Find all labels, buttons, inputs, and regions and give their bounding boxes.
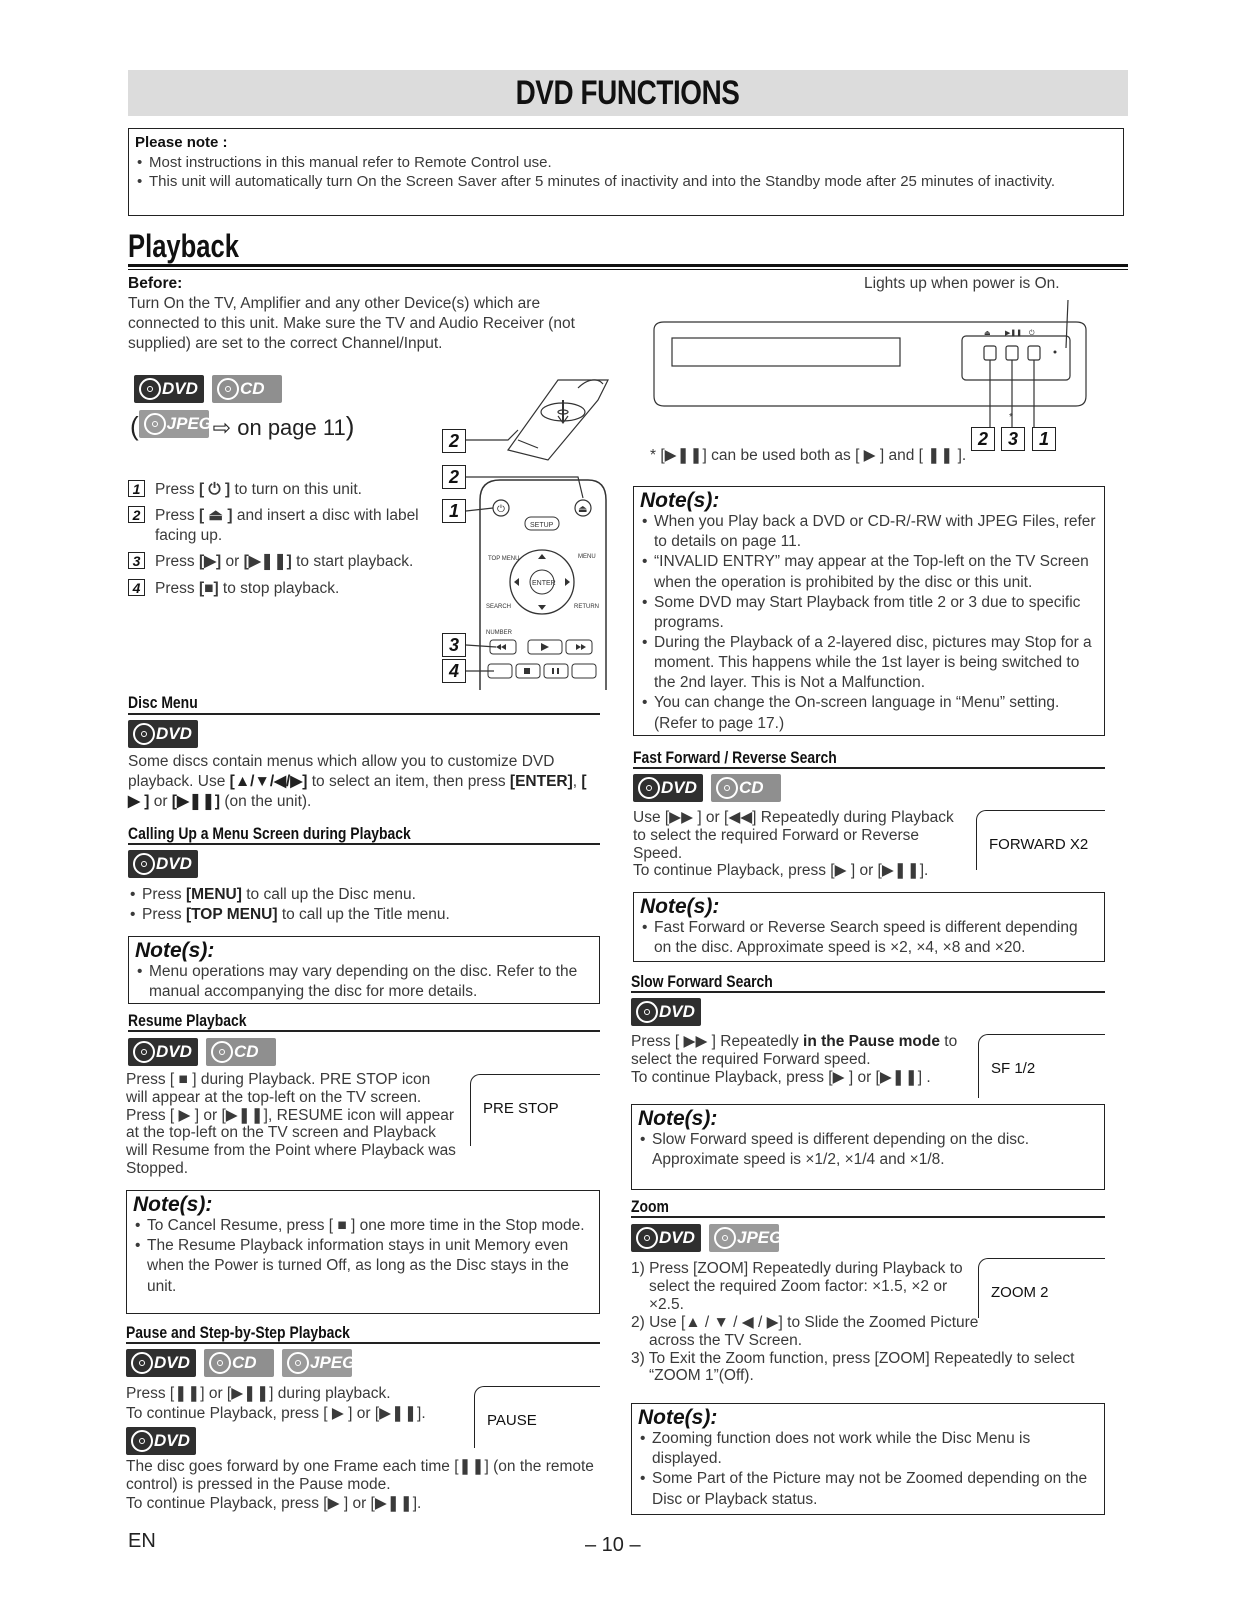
jpeg-badge: JPEG [282,1349,352,1377]
forward-osd [976,810,1105,870]
number-label: NUMBER [486,630,513,636]
disc-icon [638,777,660,799]
disc-icon [131,1352,153,1374]
resume-text: Press [ ■ ] during Playback. PRE STOP icon will appear at the top-left on the TV screen. Press [ ▶ ] or [▶❚❚], RESUME icon will appear at the top-left on the TV screen and Playback will Resume from the Point where Playback was Stopped. [126,1071,456,1178]
svg-text:⏏: ⏏ [578,504,588,515]
dvd-badge: DVD [631,1224,701,1252]
dvd-badge: DVD [631,998,701,1026]
enter-label: ENTER [532,580,556,587]
note-item: • “INVALID ENTRY” may appear at the Top-left on the TV Screen when the operation is prohibited by the disc or this unit. [640,552,1096,592]
svg-text:▶❚❚: ▶❚❚ [1005,329,1023,337]
svg-text:⏻: ⏻ [1029,329,1035,337]
note-item: • Slow Forward speed is different depending on the disc. Approximate speed is ×1/2, ×1/4 and ×1/8. [638,1130,1096,1170]
slow-heading: Slow Forward Search [631,972,773,991]
pause-heading: Pause and Step-by-Step Playback [126,1323,350,1342]
menu-label: MENU [578,554,596,560]
arrow-icon: ⇨ [212,415,232,440]
dvd-badge: DVD [128,850,198,878]
cd-badge: CD [204,1349,274,1377]
before-text: Turn On the TV, Amplifier and any other Device(s) which are connected to this unit. Make sure the TV and Audio Receiver (not supplied) are set to the correct Channel/Input. [128,295,575,353]
play-pause-footnote: * [▶❚❚] can be used both as [ ▶ ] and [ ❚❚ ]. [650,447,967,464]
page-title: DVD FUNCTIONS [516,74,740,112]
calling-menu-badges [128,850,206,878]
playback-heading: Playback [128,228,240,264]
dvd-badge: DVD [128,1038,198,1066]
step-badges [126,1427,204,1455]
jpeg-ref-text: on page 11 [237,415,346,440]
disc-menu-badges [128,720,206,748]
section-rule [633,767,1105,769]
front-callout-1: 1 [1032,427,1056,451]
note-item: • Fast Forward or Reverse Search speed is different depending on the disc. Approximate speed is ×2, ×4, ×8 and ×20. [640,918,1096,958]
disc-icon [133,723,155,745]
callout-2: 2 [442,465,466,489]
osd-label: PAUSE [487,1412,537,1429]
zoom-steps-more [631,1314,1091,1385]
disc-icon [217,378,239,400]
disc-icon [636,1227,658,1249]
step-2: 2 Press [ ⏏ ] and insert a disc with label facing up. [128,506,448,546]
list-item: • Press [MENU] to call up the Disc menu. [128,885,598,905]
jpeg-badge: JPEG [139,410,209,438]
asterisk-mark: * [1009,412,1013,423]
callout-4: 4 [442,659,466,683]
section-rule [128,843,600,845]
front-callout-3: 3 [1001,427,1025,451]
return-label: RETURN [574,604,599,610]
top-menu-label: TOP MENU [488,556,520,562]
svg-text:⏏: ⏏ [984,329,991,337]
step-1: 1 Press [ ⏻ ] to turn on this unit. [128,480,448,500]
ff-notes-box [633,892,1105,962]
before-block [128,274,588,355]
front-callout-2: 2 [971,427,995,451]
calling-menu-heading: Calling Up a Menu Screen during Playback [128,824,411,843]
please-note-box [128,128,1124,216]
heading-rule-thin [128,269,1128,270]
disc-icon [133,1041,155,1063]
note-item: • Zooming function does not work while the Disc Menu is displayed. [638,1429,1096,1469]
jpeg-reference: ( JPEG ⇨ on page 11) [130,411,355,441]
disc-icon [211,1041,233,1063]
zoom-step: 2) Use [▲ / ▼ / ◀ / ▶] to Slide the Zoomed Picture across the TV Screen. [631,1314,979,1349]
cd-badge: CD [206,1038,276,1066]
disc-icon [714,1227,736,1249]
note-item: • During the Playback of a 2-layered disc, pictures may Stop for a moment. This happens while the 1st layer is being switched to the 2nd layer. This is Not a Malfunction. [640,633,1096,693]
disc-menu-heading: Disc Menu [128,693,198,712]
ff-text: Use [▶▶ ] or [◀◀] Repeatedly during Playback to select the required Forward or Reverse Speed. To continue Playback, press [▶ ] or [▶❚❚]. [633,809,954,880]
zoom-notes-box [631,1403,1105,1515]
jpeg-badge: JPEG [709,1224,779,1252]
note-item: • When you Play back a DVD or CD-R/-RW with JPEG Files, refer to details on page 11. [640,512,1096,552]
pause-osd [474,1386,600,1448]
playback-steps [128,480,448,599]
pause-badges [126,1349,360,1377]
list-item: • Press [TOP MENU] to call up the Title menu. [128,905,598,925]
callout-1: 1 [442,499,466,523]
disc-icon [131,1430,153,1452]
setup-label: SETUP [530,522,554,529]
cd-badge: CD [711,774,781,802]
notes-title: Note(s): [640,489,720,512]
slow-badges [631,998,709,1026]
ff-badges [633,774,789,802]
section-rule [631,991,1105,993]
callout-leaders [466,430,583,671]
please-note-heading: Please note : [135,134,228,151]
heading-rule [128,264,1128,267]
zoom-step: 3) To Exit the Zoom function, press [ZOOM] Repeatedly to select “ZOOM 1”(Off). [631,1349,1075,1385]
svg-text:⏻: ⏻ [497,504,505,515]
dvd-badge: DVD [128,720,198,748]
section-rule [128,1030,600,1032]
disc-icon [139,378,161,400]
playback-badges [134,375,290,403]
notes-title: Note(s): [133,1193,213,1216]
disc-menu-text: Some discs contain menus which allow you to customize DVD playback. Use [▲/▼/◀/▶] to select an item, then press [ENTER], [ ▶ ] or [▶❚❚] (on the unit). [128,753,587,811]
pre-stop-osd [470,1074,600,1146]
dvd-badge: DVD [633,774,703,802]
zoom-heading: Zoom [631,1197,669,1216]
resume-badges [128,1038,284,1066]
disc-icon [716,777,738,799]
osd-label: SF 1/2 [991,1060,1036,1077]
resume-heading: Resume Playback [128,1011,247,1030]
disc-tray-illustration [508,380,608,460]
note-item: • Some Part of the Picture may not be Zoomed depending on the Disc or Playback status. [638,1469,1096,1509]
footer-language: EN [128,1530,156,1552]
dvd-badge: DVD [126,1349,196,1377]
resume-notes-box [126,1190,600,1314]
note-item: • Menu operations may vary depending on the disc. Refer to the manual accompanying the disc for more details. [135,962,591,1002]
callout-2: 2 [442,429,466,453]
note-item: • Some DVD may Start Playback from title 2 or 3 due to specific programs. [640,593,1096,633]
calling-menu-list [128,885,598,925]
cd-badge: CD [212,375,282,403]
page-number: – 10 – [585,1534,641,1556]
disc-icon [287,1352,309,1374]
osd-label: PRE STOP [483,1100,559,1117]
dvd-badge: DVD [134,375,204,403]
calling-menu-notes-box [128,936,600,1004]
notes-title: Note(s): [640,895,720,918]
slow-notes-box [631,1104,1105,1190]
notes-title: Note(s): [638,1406,718,1429]
pause-text: Press [❚❚] or [▶❚❚] during playback. To continue Playback, press [ ▶ ] or [▶❚❚]. [126,1385,426,1423]
osd-label: ZOOM 2 [991,1284,1049,1301]
callout-3: 3 [442,633,466,657]
dvd-badge: DVD [126,1427,196,1455]
zoom-badges [631,1224,787,1252]
note-item: • You can change the On-screen language in “Menu” setting. (Refer to page 17.) [640,693,1096,733]
page-banner [128,70,1128,116]
please-note-item: • Most instructions in this manual refer to Remote Control use. [135,153,1117,173]
step-4: 4 Press [■] to stop playback. [128,579,448,599]
disc-icon [144,413,166,435]
search-label: SEARCH [486,604,512,610]
please-note-item: • This unit will automatically turn On the Screen Saver after 5 minutes of inactivity and into the Standby mode after 25 minutes of inactivity. [135,172,1117,192]
section-rule [126,1342,600,1344]
zoom-osd [978,1258,1105,1318]
step-text: The disc goes forward by one Frame each time [❚❚] (on the remote control) is pressed in the Pause mode. To continue Playback, press [▶ ] or [▶❚❚]. [126,1458,594,1512]
ff-heading: Fast Forward / Reverse Search [633,748,837,767]
step-3: 3 Press [▶] or [▶❚❚] to start playback. [128,552,448,572]
note-item: • The Resume Playback information stays in unit Memory even when the Power is turned Off, as long as the Disc stays in the unit. [133,1236,591,1296]
notes-title: Note(s): [638,1107,718,1130]
section-rule [128,713,600,715]
power-light-caption: Lights up when power is On. [864,275,1060,292]
zoom-steps [631,1260,971,1313]
disc-icon [209,1352,231,1374]
playback-notes-box [633,486,1105,736]
disc-icon [636,1001,658,1023]
before-heading: Before: [128,275,183,292]
slow-text: Press [ ▶▶ ] Repeatedly in the Pause mode to select the required Forward speed. To continue Playback, press [▶ ] or [▶❚❚] . [631,1033,958,1086]
notes-title: Note(s): [135,939,215,962]
section-rule [631,1216,1105,1218]
osd-label: FORWARD X2 [989,836,1089,853]
zoom-step: 1) Press [ZOOM] Repeatedly during Playback to select the required Zoom factor: ×1.5, ×2 or ×2.5. [631,1260,963,1313]
slow-osd [978,1034,1105,1098]
disc-icon [133,853,155,875]
note-item: • To Cancel Resume, press [ ■ ] one more time in the Stop mode. [133,1216,591,1236]
